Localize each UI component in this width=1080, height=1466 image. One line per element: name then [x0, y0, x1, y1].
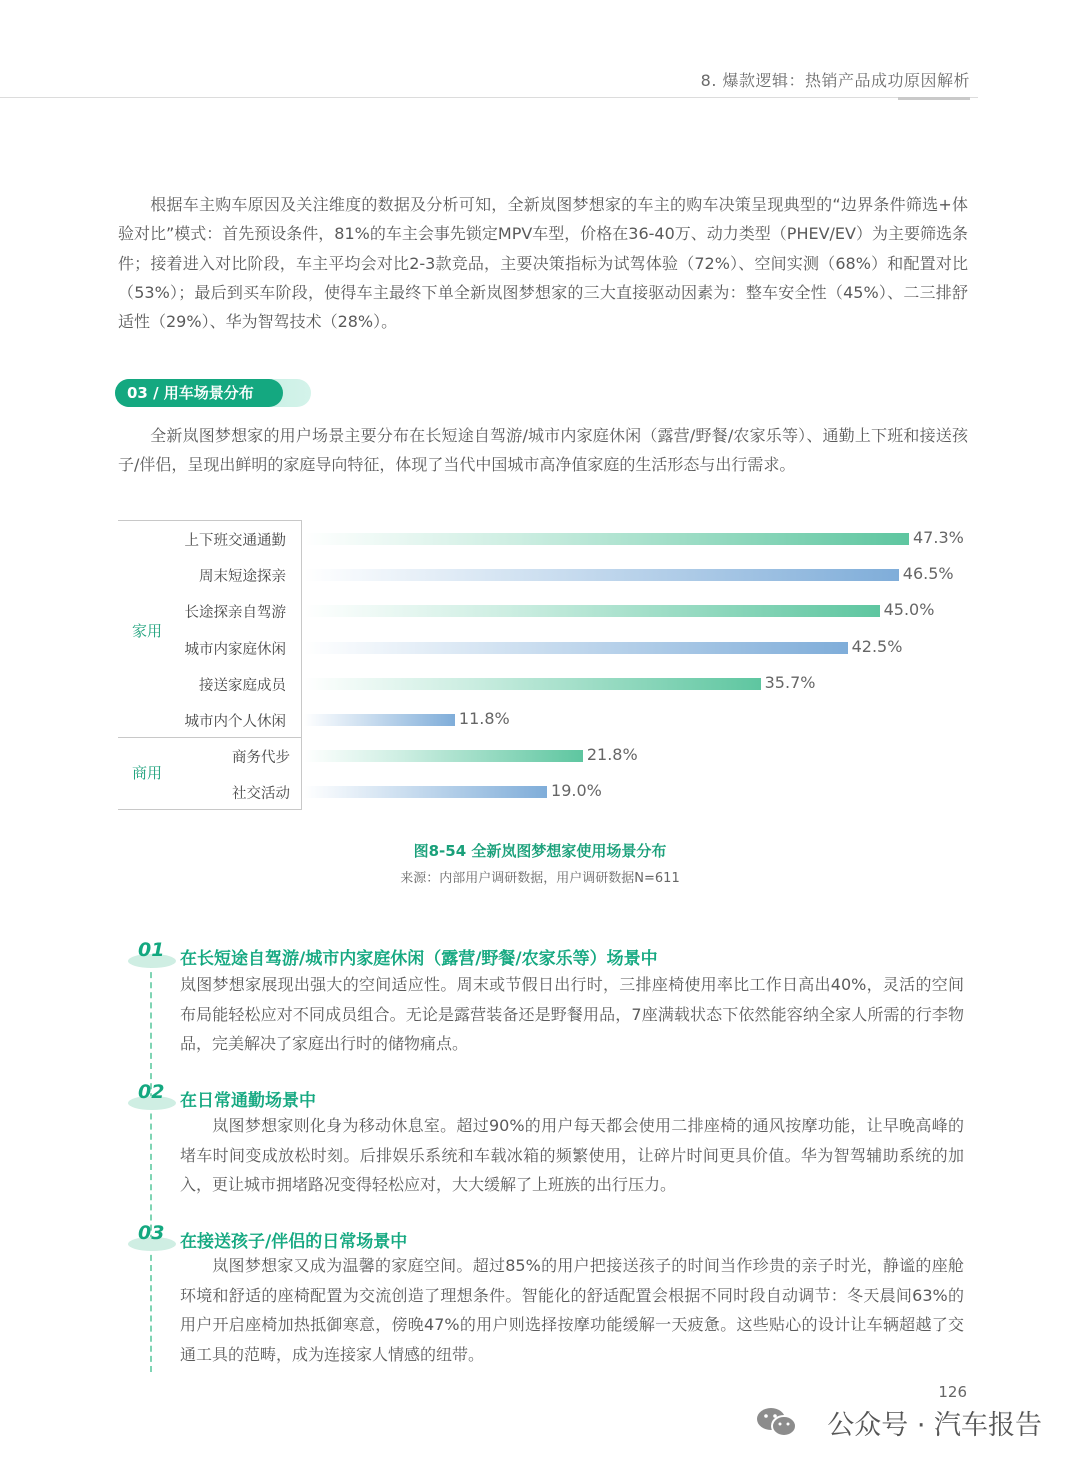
chart-bar [304, 786, 547, 798]
chart-frame-top [118, 520, 302, 521]
chart-category-label: 商务代步 [232, 750, 290, 767]
section-pill-label: 03 / 用车场景分布 [115, 379, 283, 407]
item-02-title: 在日常通勤场景中 [180, 1091, 316, 1111]
chart-value-label: 21.8% [586, 745, 638, 765]
chart-value-label: 19.0% [551, 781, 602, 801]
section-paragraph [118, 421, 968, 480]
wechat-icon [756, 1406, 798, 1438]
watermark-text: 公众号 · 汽车报告 [827, 1410, 1042, 1441]
chart-group-label-home: 家用 [132, 622, 163, 640]
chart-category-label: 长途探亲自驾游 [184, 605, 286, 622]
chart-value-label: 11.8% [458, 709, 510, 728]
section-heading-pill [115, 379, 311, 407]
item-03-title: 在接送孩子/伴侣的日常场景中 [180, 1232, 408, 1252]
chart-category-label: 上下班交通通勤 [184, 533, 286, 549]
intro-paragraph-text: 根据车主购车原因及关注维度的数据及分析可知，全新岚图梦想家的车主的购车决策呈现典型的“边界条件筛选+体验对比”模式：首先预设条件，81%的车主会事先锁定MPV车型，价格在36-40万、动力类型（PHEV/EV）为主要筛选条件；接着进入对比阶段，车主平均会对比2-3款竞品，主要决策指标为试驾体验（72%）、空间实测（68%）和配置对比（53%）；最后到买车阶段，使得车主最终下单全新岚图梦想家的三大直接驱动因素为：整车安全性（45%）、二三排舒适性（29%）、华为智驾技术（28%）。 [118, 195, 968, 332]
chart-bar [304, 714, 455, 726]
chart-bar [304, 605, 880, 617]
chart-bar [304, 569, 899, 581]
chart-category-label: 接送家庭成员 [199, 677, 286, 694]
page-number: 126 [938, 1383, 967, 1401]
chart-value-label: 47.3% [913, 528, 964, 547]
running-header: 8. 爆款逻辑：热销产品成功原因解析 [700, 71, 970, 90]
item-01-body [180, 970, 964, 1059]
figure-source: 来源：内部用户调研数据，用户调研数据N=611 [400, 871, 680, 886]
item-02-number: 02 [138, 1081, 165, 1103]
chart-bar [304, 750, 583, 762]
item-03-body [180, 1251, 964, 1369]
item-02-body-text: 岚图梦想家则化身为移动休息室。超过90%的用户每天都会使用二排座椅的通风按摩功能，让早晚高峰的堵车时间变成放松时刻。后排娱乐系统和车载冰箱的频繁使用，让碎片时间更具价值。华为智驾辅助系统的加入，更让城市拥堵路况变得轻松应对，大大缓解了上班族的出行压力。 [180, 1116, 964, 1194]
chart-category-label: 周末短途探亲 [199, 569, 286, 586]
item-03-number: 03 [138, 1222, 165, 1244]
figure-caption: 图8-54 全新岚图梦想家使用场景分布 [413, 842, 667, 860]
chart-bar [304, 678, 761, 690]
item-01-number: 01 [138, 939, 165, 961]
header-divider [0, 97, 978, 98]
chart-group-label-business: 商用 [132, 764, 163, 782]
chart-category-label: 城市内个人休闲 [184, 714, 286, 730]
chart-value-label: 42.5% [851, 636, 903, 656]
chart-bar [304, 533, 909, 545]
chart-value-label: 35.7% [764, 672, 816, 692]
section-paragraph-text: 全新岚图梦想家的用户场景主要分布在长短途自驾游/城市内家庭休闲（露营/野餐/农家乐等）、通勤上下班和接送孩子/伴侣，呈现出鲜明的家庭导向特征，体现了当代中国城市高净值家庭的生活形态与出行需求。 [118, 426, 968, 475]
chart-value-label: 46.5% [902, 564, 954, 584]
chart-group-divider [118, 737, 302, 738]
chart-frame-bottom [118, 809, 302, 810]
chart-category-axis [301, 520, 302, 810]
intro-paragraph [118, 190, 968, 336]
chart-category-label: 城市内家庭休闲 [184, 641, 286, 658]
timeline-dashed-line [150, 962, 152, 1372]
header-accent-bar [898, 97, 970, 100]
item-01-title: 在长短途自驾游/城市内家庭休闲（露营/野餐/农家乐等）场景中 [180, 949, 658, 969]
item-01-body-text: 岚图梦想家展现出强大的空间适应性。周末或节假日出行时，三排座椅使用率比工作日高出40%，灵活的空间布局能轻松应对不同成员组合。无论是露营装备还是野餐用品，7座满载状态下依然能容纳全家人所需的行李物品，完美解决了家庭出行时的储物痛点。 [180, 975, 964, 1053]
item-02-body [180, 1111, 964, 1200]
item-03-body-text: 岚图梦想家又成为温馨的家庭空间。超过85%的用户把接送孩子的时间当作珍贵的亲子时光，静谧的座舱环境和舒适的座椅配置为交流创造了理想条件。智能化的舒适配置会根据不同时段自动调节：冬天晨间63%的用户开启座椅加热抵御寒意，傍晚47%的用户则选择按摩功能缓解一天疲惫。这些贴心的设计让车辆超越了交通工具的范畴，成为连接家人情感的纽带。 [180, 1256, 964, 1364]
chart-value-label: 45.0% [883, 600, 935, 620]
chart-bar [304, 642, 848, 654]
chart-category-label: 社交活动 [232, 786, 290, 803]
